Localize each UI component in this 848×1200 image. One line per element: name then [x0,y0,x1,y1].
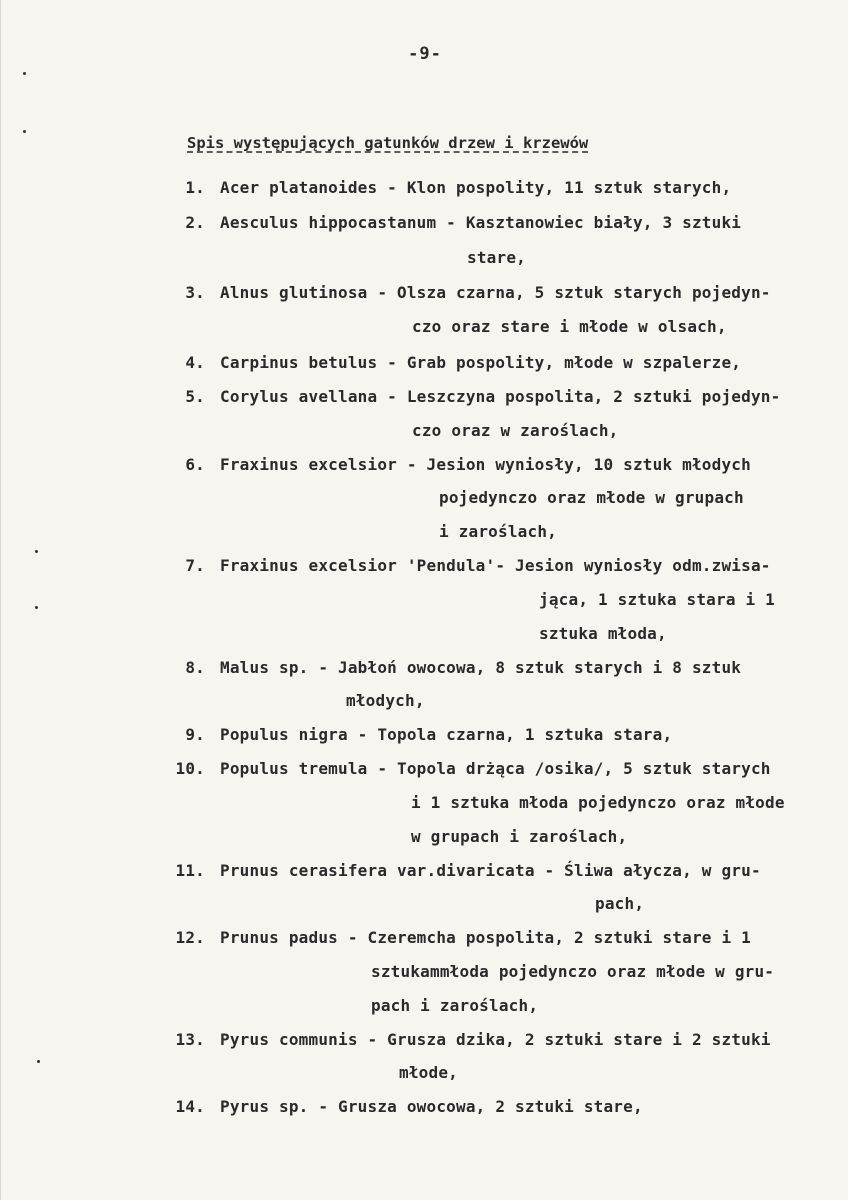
item-number: 7. [185,556,205,575]
item-line: w grupach i zaroślach, [411,827,628,846]
item-line: i zaroślach, [439,522,557,541]
item-line: pojedynczo oraz młode w grupach [439,488,744,507]
margin-mark [35,606,38,609]
margin-mark [23,72,26,75]
item-number: 11. [175,861,205,880]
item-number: 2. [185,213,205,232]
item-line: sztukammłoda pojedynczo oraz młode w gru- [371,962,775,981]
item-line: Prunus cerasifera var.divaricata - Śliwa ałycza, w gru- [220,861,761,880]
item-number: 12. [175,928,205,947]
item-line: Fraxinus excelsior 'Pendula'- Jesion wyniosły odm.zwisa- [220,556,771,575]
item-line: jąca, 1 sztuka stara i 1 [539,590,775,609]
item-number: 4. [185,353,205,372]
item-line: Acer platanoides - Klon pospolity, 11 sztuk starych, [220,178,732,197]
item-number: 9. [185,725,205,744]
item-line: Fraxinus excelsior - Jesion wyniosły, 10 sztuk młodych [220,455,751,474]
item-line: Pyrus sp. - Grusza owocowa, 2 sztuki stare, [220,1097,643,1116]
item-line: Aesculus hippocastanum - Kasztanowiec biały, 3 sztuki [220,213,742,232]
item-line: stare, [467,248,526,267]
item-line: pach i zaroślach, [371,996,539,1015]
item-line: Pyrus communis - Grusza dzika, 2 sztuki stare i 2 sztuki [220,1030,771,1049]
item-line: czo oraz w zaroślach, [412,421,619,440]
item-number: 14. [175,1097,205,1116]
margin-mark [35,550,38,553]
item-line: Corylus avellana - Leszczyna pospolita, 2 sztuki pojedyn- [220,387,781,406]
item-line: Malus sp. - Jabłoń owocowa, 8 sztuk starych i 8 sztuk [220,658,742,677]
item-line: Carpinus betulus - Grab pospolity, młode w szpalerze, [220,353,742,372]
item-number: 13. [175,1030,205,1049]
item-number: 1. [185,178,205,197]
item-line: i 1 sztuka młoda pojedynczo oraz młode [411,793,785,812]
item-line: czo oraz stare i młode w olsach, [412,317,727,336]
item-line: Populus nigra - Topola czarna, 1 sztuka stara, [220,725,673,744]
page-title: Spis występujących gatunków drzew i krzewów [187,134,589,152]
item-number: 3. [185,283,205,302]
item-line: Prunus padus - Czeremcha pospolita, 2 sztuki stare i 1 [220,928,751,947]
item-line: pach, [595,894,645,913]
page-number: -9- [408,44,442,64]
margin-mark [23,130,26,133]
item-line: młodych, [346,691,425,710]
item-line: Alnus glutinosa - Olsza czarna, 5 sztuk starych pojedyn- [220,283,771,302]
item-line: Populus tremula - Topola drżąca /osika/, 5 sztuk starych [220,759,771,778]
item-line: młode, [399,1063,458,1082]
item-number: 6. [185,455,205,474]
item-number: 5. [185,387,205,406]
item-number: 8. [185,658,205,677]
margin-mark [37,1060,40,1063]
item-number: 10. [175,759,205,778]
item-line: sztuka młoda, [539,624,667,643]
